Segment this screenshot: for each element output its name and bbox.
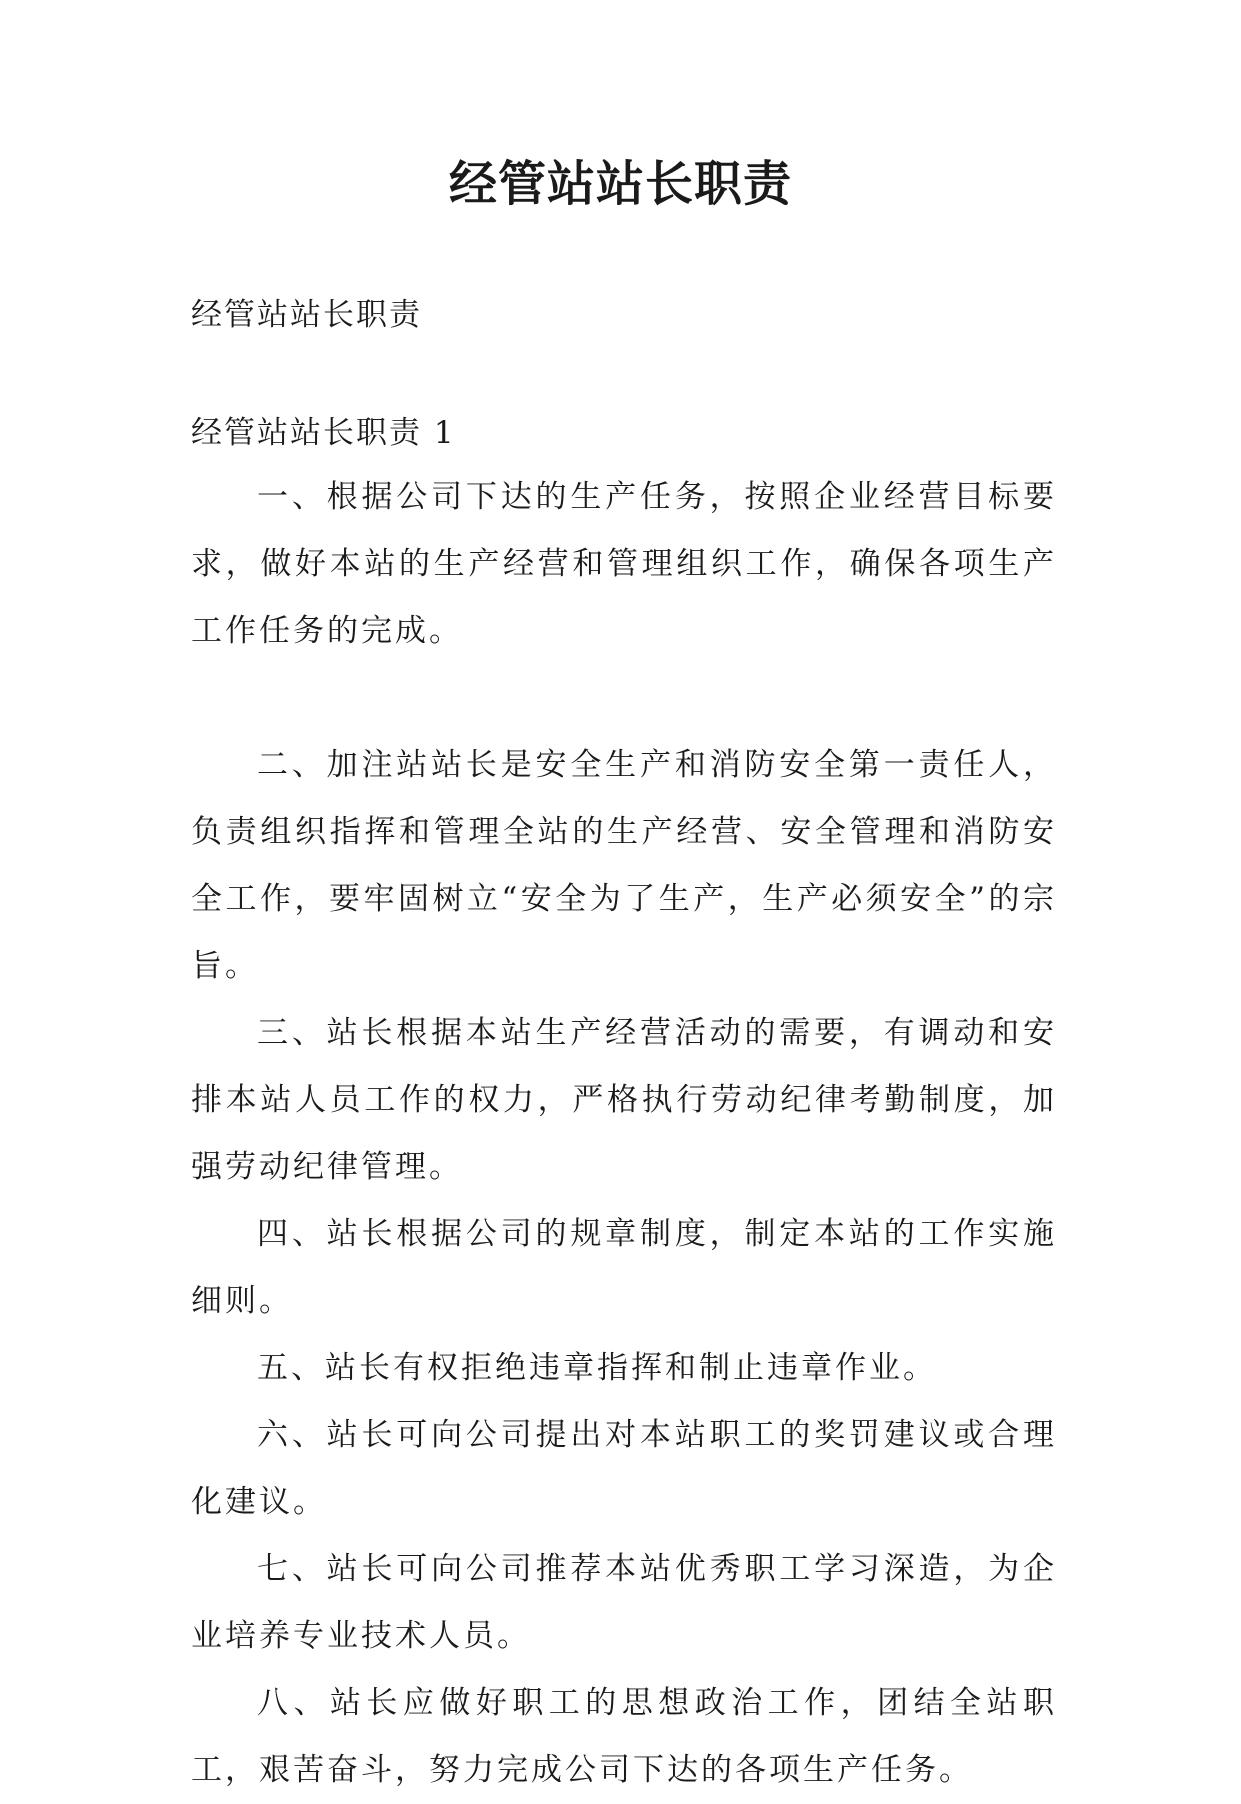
paragraph-7: 七、站长可向公司推荐本站优秀职工学习深造，为企业培养专业技术人员。: [191, 1551, 1057, 1654]
paragraph-6: 六、站长可向公司提出对本站职工的奖罚建议或合理化建议。: [191, 1417, 1057, 1520]
document-body: [191, 464, 1057, 1804]
page-title: 经管站站长职责: [448, 156, 792, 212]
paragraph-5: 五、站长有权拒绝违章指挥和制止违章作业。: [257, 1350, 937, 1386]
section-heading: 经管站站长职责 1: [191, 415, 456, 451]
paragraph-3: 三、站长根据本站生产经营活动的需要，有调动和安排本站人员工作的权力，严格执行劳动纪律考勤制度，加强劳动纪律管理。: [191, 1015, 1057, 1185]
document-subtitle: 经管站站长职责: [191, 297, 422, 333]
paragraph-8: 八、站长应做好职工的思想政治工作，团结全站职工，艰苦奋斗，努力完成公司下达的各项生产任务。: [191, 1685, 1057, 1788]
paragraph-2: 二、加注站站长是安全生产和消防安全第一责任人，负责组织指挥和管理全站的生产经营、安全管理和消防安全工作，要牢固树立“安全为了生产，生产必须安全”的宗旨。: [191, 747, 1057, 984]
paragraph-4: 四、站长根据公司的规章制度，制定本站的工作实施细则。: [191, 1216, 1057, 1319]
paragraph-1: 一、根据公司下达的生产任务，按照企业经营目标要求，做好本站的生产经营和管理组织工作，确保各项生产工作任务的完成。: [191, 479, 1057, 649]
